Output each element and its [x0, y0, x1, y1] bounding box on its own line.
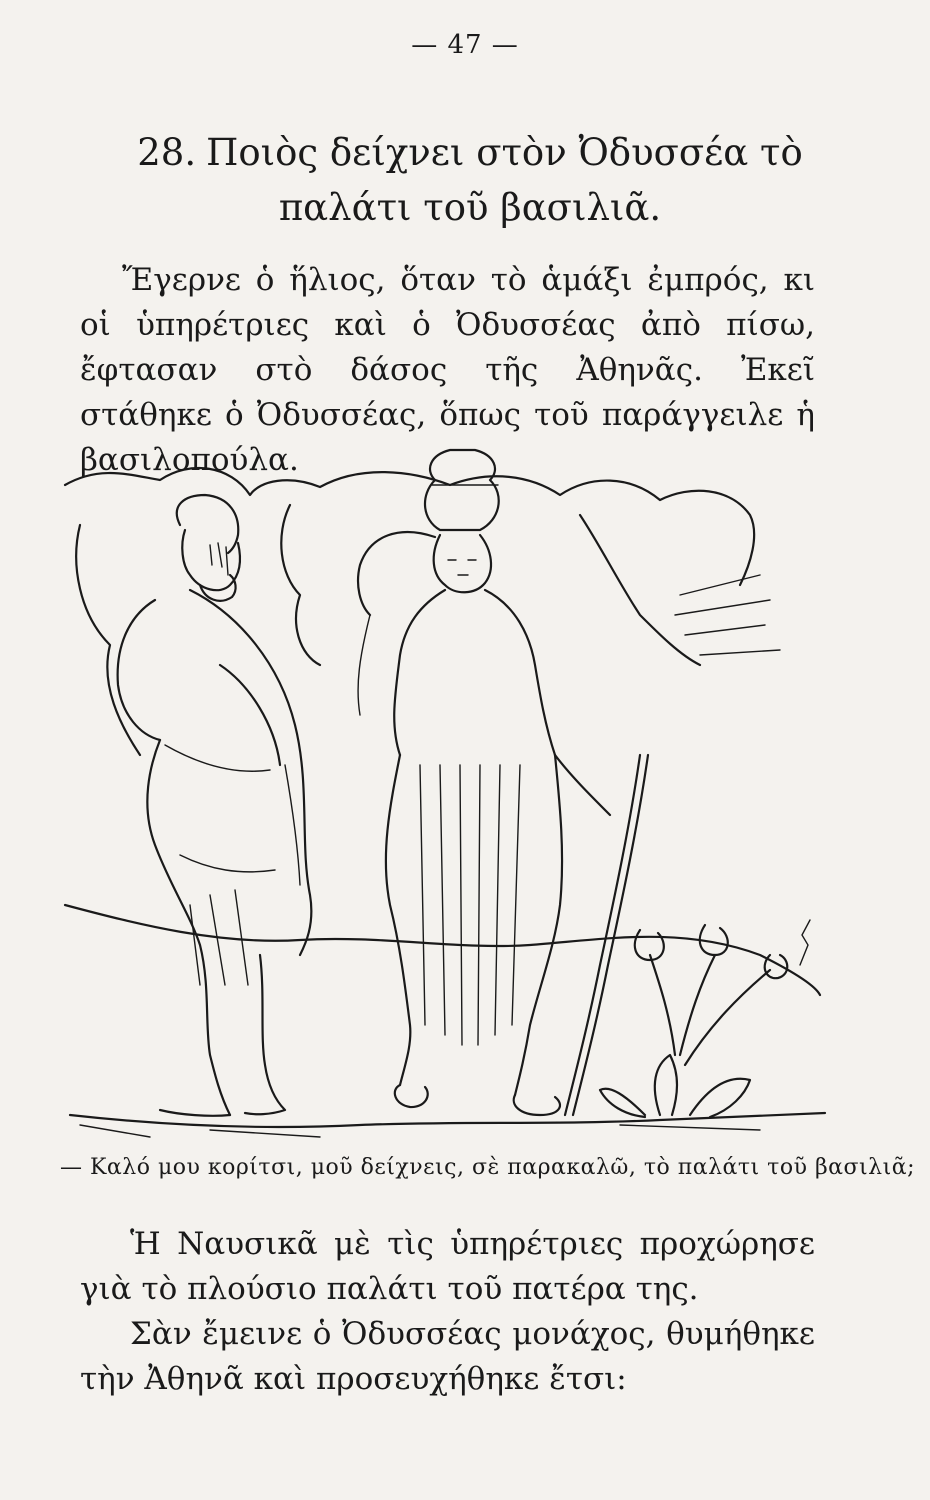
- paragraph-nausicaa: Ἡ Ναυσικᾶ μὲ τὶς ὑπηρέτριες προχώρησε γιὰ τὸ πλούσιο παλάτι τοῦ πατέρα της.: [80, 1226, 815, 1307]
- section-number: 28.: [137, 131, 197, 174]
- illustration-odysseus-and-girl: [60, 425, 830, 1145]
- page-number: — 47 —: [411, 30, 519, 60]
- closing-text: [80, 1222, 815, 1402]
- odysseus-figure: [118, 495, 312, 1116]
- water-jar: [425, 450, 499, 530]
- section-title: Ποιὸς δείχνει στὸν Ὀδυσσέα τὸ παλάτι τοῦ βασιλιᾶ.: [206, 131, 803, 229]
- section-heading: [80, 125, 860, 235]
- plant-drawing: [600, 920, 810, 1117]
- background-rocks: [65, 468, 754, 585]
- girl-figure: [358, 450, 648, 1115]
- illustration-caption: — Καλό μου κορίτσι, μοῦ δείχνεις, σὲ παρακαλῶ, τὸ παλάτι τοῦ βασιλιᾶ;: [60, 1155, 915, 1180]
- paragraph-arrival: Ἔγερνε ὁ ἥλιος, ὅταν τὸ ἁμάξι ἐμπρός, κι οἱ ὑπηρέτριες καὶ ὁ Ὀδυσσέας ἀπὸ πίσω, ἔφτασαν στὸ δάσος τῆς Ἀθηνᾶς. Ἐκεῖ στάθηκε ὁ Ὀδυσσέας, ὅπως τοῦ παράγγειλε ἡ βασιλοπούλα.: [80, 262, 815, 478]
- paragraph-prayer: Σὰν ἔμεινε ὁ Ὀδυσσέας μονάχος, θυμήθηκε τὴν Ἀθηνᾶ καὶ προσευχήθηκε ἔτσι:: [80, 1316, 815, 1397]
